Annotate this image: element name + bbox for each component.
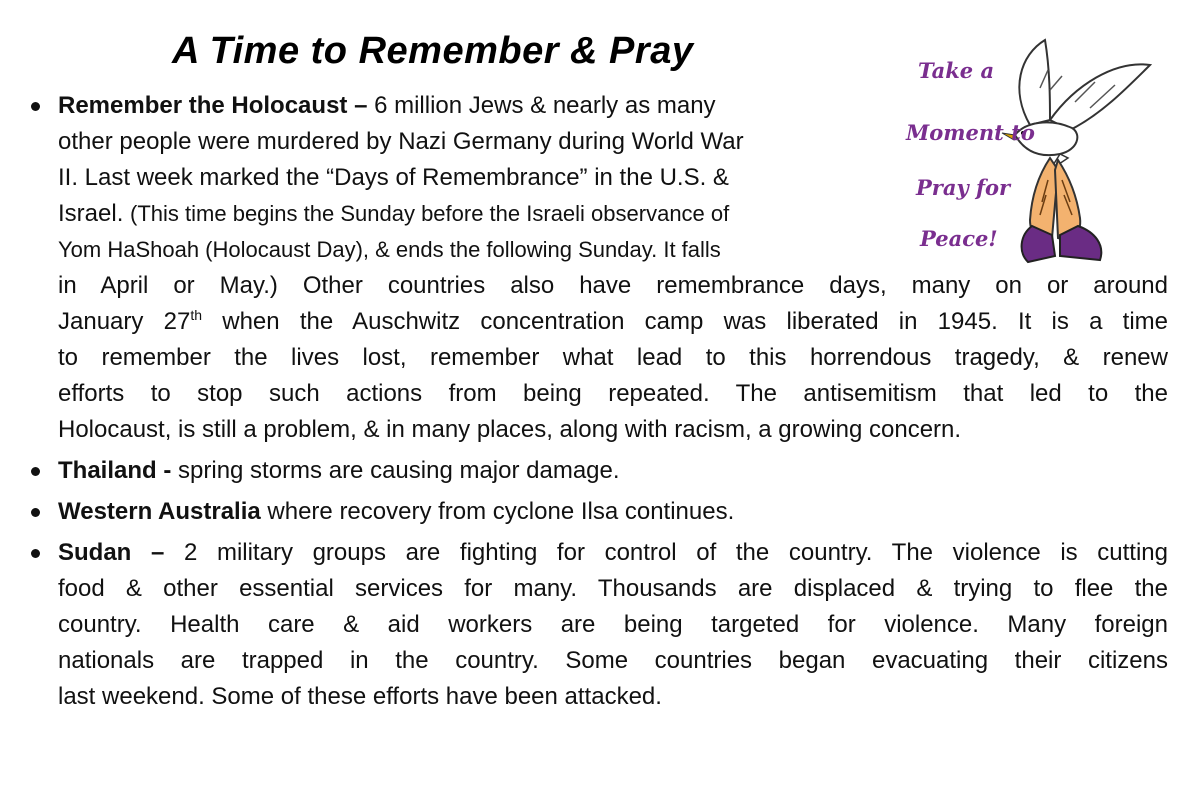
sudan-line-3: country. Health care & aid workers are being targeted for violence. Many foreign xyxy=(58,611,1168,638)
bullet-dot xyxy=(31,549,40,558)
sudan-line-1: Sudan – 2 military groups are fighting for control of the country. The violence is cutting xyxy=(58,539,1169,566)
graphic-text-moment: Moment to xyxy=(906,120,1035,145)
sudan-line-4: nationals are trapped in the country. Some countries began evacuating their citizens xyxy=(58,647,1168,674)
australia-heading: Western Australia xyxy=(58,498,261,525)
holocaust-line-2: other people were murdered by Nazi Germany during World War xyxy=(58,128,744,155)
holocaust-heading: Remember the Holocaust – xyxy=(58,92,368,119)
holocaust-line-6: in April or May.) Other countries also have remembrance days, many on or around xyxy=(58,272,1168,299)
thailand-line: Thailand - spring storms are causing major damage. xyxy=(58,457,620,484)
australia-line: Western Australia where recovery from cyclone Ilsa continues. xyxy=(58,498,735,525)
bullet-dot xyxy=(31,467,40,476)
prayer-list xyxy=(28,88,1168,720)
graphic-text-peace: Peace! xyxy=(920,226,998,251)
bullet-holocaust xyxy=(28,88,1168,448)
holocaust-line-7: January 27th when the Auschwitz concentration camp was liberated in 1945. It is a time xyxy=(58,307,1168,335)
holocaust-line-3: II. Last week marked the “Days of Remembrance” in the U.S. & xyxy=(58,164,729,191)
thailand-heading: Thailand - xyxy=(58,457,172,484)
sudan-heading: Sudan – xyxy=(58,539,165,566)
bullet-dot xyxy=(31,102,40,111)
holocaust-line-9: efforts to stop such actions from being repeated. The antisemitism that led to the xyxy=(58,380,1168,407)
graphic-text-pray: Pray for xyxy=(916,175,1011,200)
page-title: A Time to Remember & Pray xyxy=(172,30,694,72)
holocaust-line-5: Yom HaShoah (Holocaust Day), & ends the following Sunday. It falls xyxy=(58,237,721,262)
sudan-line-5: last weekend. Some of these efforts have been attacked. xyxy=(58,683,662,710)
bullet-thailand xyxy=(28,453,1168,489)
bullet-sudan xyxy=(28,535,1168,715)
sudan-line-2: food & other essential services for many. Thousands are displaced & trying to flee the xyxy=(58,575,1168,602)
holocaust-line-8: to remember the lives lost, remember what lead to this horrendous tragedy, & renew xyxy=(58,344,1168,371)
bullet-dot xyxy=(31,508,40,517)
graphic-text-take: Take a xyxy=(918,58,995,83)
holocaust-line-4: Israel. (This time begins the Sunday before the Israeli observance of xyxy=(58,200,730,227)
holocaust-line-1: Remember the Holocaust – 6 million Jews & nearly as many xyxy=(58,92,716,119)
holocaust-line-10: Holocaust, is still a problem, & in many places, along with racism, a growing concern. xyxy=(58,416,962,443)
bullet-western-australia xyxy=(28,494,1168,530)
